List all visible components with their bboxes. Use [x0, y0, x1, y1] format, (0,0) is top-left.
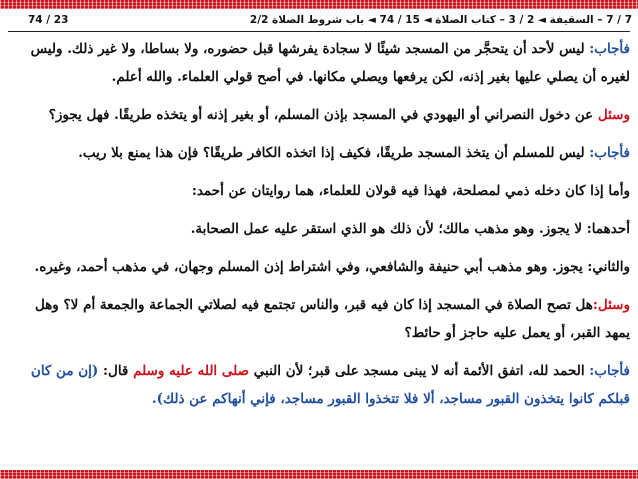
- paragraph-text: قال:: [98, 363, 134, 379]
- prophet-salutation: صلى الله عليه وسلم: [133, 363, 250, 379]
- paragraph-two-opinions: [8, 177, 630, 205]
- paragraph-text: الحمد لله، اتفق الأئمة أنه لا يبنى مسجد على قبر؛ لأن النبي: [249, 363, 590, 379]
- paragraph-text: عن دخول النصراني أو اليهودي في المسجد بإذن المسلم، أو بغير إذنه أو يتخذه طريقًا. فهل يجوز؟: [48, 107, 598, 123]
- paragraph-second-opinion: [8, 253, 630, 281]
- paragraph-text: هل تصح الصلاة في المسجد إذا كان فيه قبر، والناس تجتمع فيه لصلاتي الجماعة والجمعة أم لا؟ وهل يمهد القبر، أو يعمل عليه حاجز أو حائط؟: [34, 297, 630, 341]
- paragraph-text: والثاني: يجوز. وهو مذهب أبي حنيفة والشافعي، وفي اشتراط إذن المسلم وجهان، في مذهب أحمد، وغيره.: [34, 259, 630, 275]
- page-header: [4, 10, 634, 30]
- bottom-decorative-border: [0, 470, 638, 479]
- question-label: وسئل: [597, 107, 630, 123]
- paragraph-first-opinion: [8, 215, 630, 243]
- question-paragraph-1: [8, 101, 630, 129]
- breadcrumb: 7 / 7 – السقيفة ◄ 2 / 3 – كتاب الصلاة ◄ 15 / 74 ◄ باب شروط الصلاة 2/2: [249, 14, 632, 26]
- hadith-quote: (إن من كان قبلكم كانوا يتخذون القبور مساجد، ألا فلا تتخذوا القبور مساجد، فإني أنهاكم عن ذلك).: [30, 363, 630, 407]
- answer-label: فأجاب:: [589, 41, 630, 57]
- question-label: وسئل:: [592, 297, 630, 313]
- answer-paragraph-1: [8, 35, 630, 91]
- answer-paragraph-2: [8, 139, 630, 167]
- paragraph-text: أحدهما: لا يجوز. وهو مذهب مالك؛ لأن ذلك هو الذي استقر عليه عمل الصحابة.: [190, 221, 630, 237]
- answer-label: فأجاب:: [589, 363, 630, 379]
- answer-label: فأجاب:: [589, 145, 630, 161]
- top-decorative-border: [0, 0, 638, 9]
- paragraph-text: ليس للمسلم أن يتخذ المسجد طريقًا، فكيف إذا اتخذه الكافر طريقًا؟ فإن هذا يمنع بلا ريب.: [78, 145, 590, 161]
- header-divider: [8, 31, 630, 32]
- page-number: 74 / 23: [28, 14, 69, 26]
- paragraph-text: ليس لأحد أن يتحجَّر من المسجد شيئًا لا سجادة يفرشها قبل حضوره، ولا بساطا، ولا غير ذلك. وليس لغيره أن يصلي عليها بغير إذنه، لكن يرفعها ويصلي مكانها. في أصح قولي العلماء. والله أعلم.: [30, 41, 630, 85]
- document-body: [8, 35, 630, 460]
- question-paragraph-2: [8, 291, 630, 347]
- answer-paragraph-3: [8, 357, 630, 413]
- paragraph-text: وأما إذا كان دخله ذمي لمصلحة، فهذا فيه قولان للعلماء، هما روايتان عن أحمد:: [191, 183, 630, 199]
